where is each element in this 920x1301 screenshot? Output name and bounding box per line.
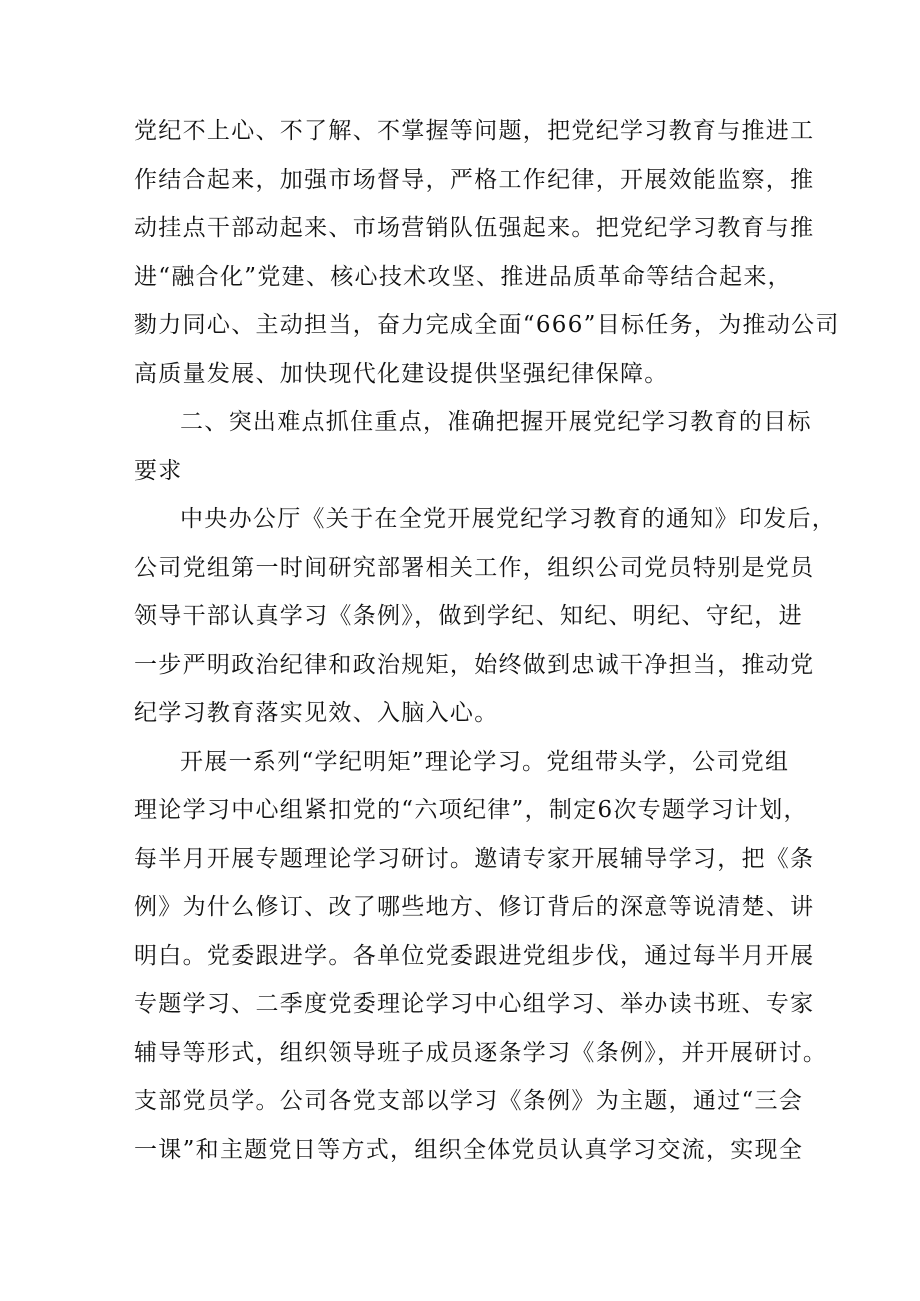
text-line: 高质量发展、加快现代化建设提供坚强纪律保障。 (134, 360, 669, 387)
text-line: 党纪不上心、不了解、不掌握等问题，把党纪学习教育与推进工 (134, 118, 815, 144)
section-heading-line: 要求 (134, 457, 183, 484)
text-line: 中央办公厅《关于在全党开展党纪学习教育的通知》印发后， (180, 506, 837, 532)
text-line: 领导干部认真学习《条例》，做到学纪、知纪、明纪、守纪，进 (134, 603, 803, 629)
text-line: 一步严明政治纪律和政治规矩，始终做到忠诚干净担当，推动党 (134, 651, 815, 678)
text-line: 支部党员学。公司各党支部以学习《条例》为主题，通过“三会 (134, 1088, 804, 1114)
text-line: 进“融合化”党建、核心技术攻坚、推进品质革命等结合起来， (134, 263, 792, 290)
text-line: 一课”和主题党日等方式，组织全体党员认真学习交流，实现全 (134, 1136, 804, 1163)
text-line: 明白。党委跟进学。各单位党委跟进党组步伐，通过每半月开展 (134, 942, 815, 969)
text-line: 理论学习中心组紧扣党的“六项纪律”，制定6次专题学习计划， (134, 797, 808, 823)
text-line: 例》为什么修订、改了哪些地方、修订背后的深意等说清楚、讲 (134, 894, 815, 920)
document-body (134, 107, 840, 1174)
text-line: 纪学习教育落实见效、入脑入心。 (134, 700, 499, 726)
text-line: 勠力同心、主动担当，奋力完成全面“666”目标任务，为推动公司 (134, 312, 840, 338)
text-line: 专题学习、二季度党委理论学习中心组学习、举办读书班、专家 (134, 991, 815, 1017)
text-line: 作结合起来，加强市场督导，严格工作纪律，开展效能监察，推 (134, 166, 815, 193)
section-heading-line: 二、突出难点抓住重点，准确把握开展党纪学习教育的目标 (180, 409, 812, 435)
text-line: 公司党组第一时间研究部署相关工作，组织公司党员特别是党员 (134, 554, 815, 581)
text-line: 每半月开展专题理论学习研讨。邀请专家开展辅导学习，把《条 (134, 845, 815, 872)
text-line: 动挂点干部动起来、市场营销队伍强起来。把党纪学习教育与推 (134, 215, 815, 241)
text-line: 开展一系列“学纪明矩”理论学习。党组带头学，公司党组 (180, 748, 790, 775)
text-line: 辅导等形式，组织领导班子成员逐条学习《条例》，并开展研讨。 (134, 1039, 828, 1066)
